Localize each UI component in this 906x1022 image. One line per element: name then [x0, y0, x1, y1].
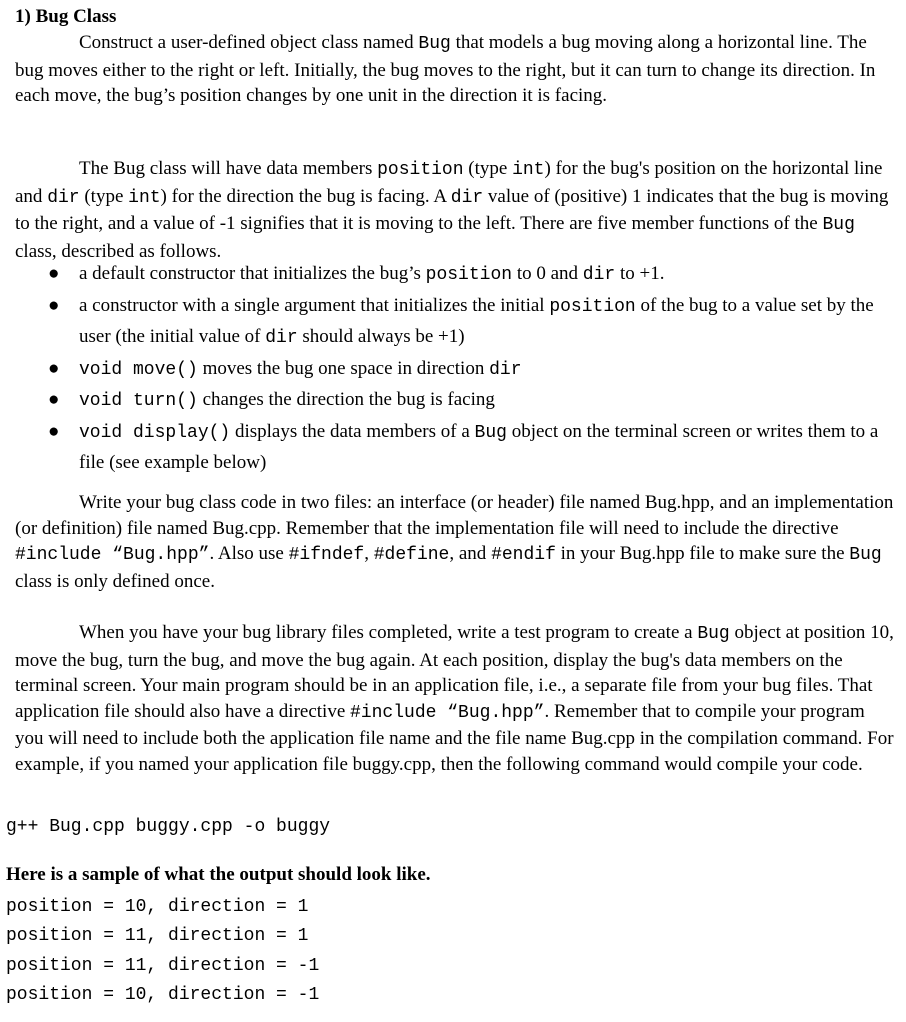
- inline-code: void move(): [79, 359, 198, 380]
- list-item: ● void display() displays the data members of a Bug object on the terminal screen or writes them to a file (see example below): [0, 417, 895, 478]
- inline-code: dir: [265, 328, 298, 348]
- member-functions-list: [0, 259, 895, 478]
- output-line: position = 10, direction = -1: [6, 984, 320, 1005]
- inline-code: dir: [47, 187, 80, 208]
- output-line: position = 11, direction = 1: [6, 926, 309, 947]
- output-line: position = 10, direction = 1: [6, 897, 309, 917]
- inline-code: Bug: [418, 34, 451, 54]
- inline-code: position: [425, 265, 513, 285]
- bullet-icon: ●: [48, 420, 60, 442]
- data-members-paragraph: The Bug class will have data members position (type int) for the bug's position on the horizontal line and dir (type int) for the direction the bug is facing. A dir value of (positive) 1 indicates that the bug is moving to the right, and a value of -1 signifies that it is moving to the left. There are five member functions of the Bug class, described as follows.: [15, 158, 889, 262]
- list-item: ● void turn() changes the direction the bug is facing: [0, 385, 895, 417]
- output-line: position = 11, direction = -1: [6, 955, 320, 976]
- inline-code: #include “Bug.hpp”: [350, 702, 545, 723]
- inline-code: int: [512, 160, 545, 180]
- intro-paragraph: Construct a user-defined object class named Bug that models a bug moving along a horizontal line. The bug moves either to the right or left. Initially, the bug moves to the right, but it can turn to change its direction. In each move, the bug’s position changes by one unit in the direction it is facing.: [15, 32, 876, 106]
- inline-code: dir: [489, 359, 522, 380]
- inline-code: #ifndef: [288, 545, 365, 565]
- files-paragraph: Write your bug class code in two files: an interface (or header) file named Bug.hpp, and an implementation (or definition) file named Bug.cpp. Remember that the implementation file will need to include the directive #include “Bug.hpp”. Also use #ifndef, #define, and #endif in your Bug.hpp file to make sure the Bug class is only defined once.: [15, 492, 894, 592]
- inline-code: dir: [450, 187, 484, 208]
- inline-code: Bug: [697, 624, 730, 644]
- inline-code: position: [549, 296, 636, 317]
- section-title: 1) Bug Class: [15, 6, 117, 27]
- list-item: ● a default constructor that initializes the bug’s position to 0 and dir to +1.: [0, 259, 895, 291]
- bullet-icon: ●: [48, 294, 60, 316]
- sample-output: [6, 893, 319, 1010]
- inline-code: void turn(): [79, 391, 198, 411]
- inline-code: #endif: [491, 545, 556, 565]
- inline-code: void display(): [79, 422, 231, 443]
- inline-code: position: [377, 160, 464, 180]
- inline-code: #define: [373, 545, 450, 565]
- inline-code: Bug: [474, 422, 507, 443]
- list-item: ● a constructor with a single argument that initializes the initial position of the bug to a value set by the user (the initial value of dir should always be +1): [0, 291, 895, 354]
- bullet-icon: ●: [48, 357, 60, 379]
- inline-code: dir: [582, 265, 616, 285]
- compile-command: g++ Bug.cpp buggy.cpp -o buggy: [6, 817, 331, 837]
- test-program-paragraph: When you have your bug library files completed, write a test program to create a Bug object at position 10, move the bug, turn the bug, and move the bug again. At each position, display the bug's data members on the terminal screen. Your main program should be in an application file, i.e., a separate file from your bug files. That application file should also have a directive #include “Bug.hpp”. Remember that to compile your program you will need to include both the application file name and the file name Bug.cpp in the compilation command. For example, if you named your application file buggy.cpp, then the following command would compile your code.: [15, 622, 894, 775]
- inline-code: int: [128, 187, 161, 208]
- bullet-icon: ●: [48, 263, 60, 284]
- inline-code: #include “Bug.hpp”: [15, 545, 210, 565]
- bullet-icon: ●: [48, 389, 60, 410]
- sample-heading: Here is a sample of what the output should look like.: [6, 864, 431, 885]
- list-item: ● void move() moves the bug one space in direction dir: [0, 354, 895, 386]
- inline-code: Bug: [849, 545, 882, 565]
- inline-code: Bug: [822, 215, 855, 235]
